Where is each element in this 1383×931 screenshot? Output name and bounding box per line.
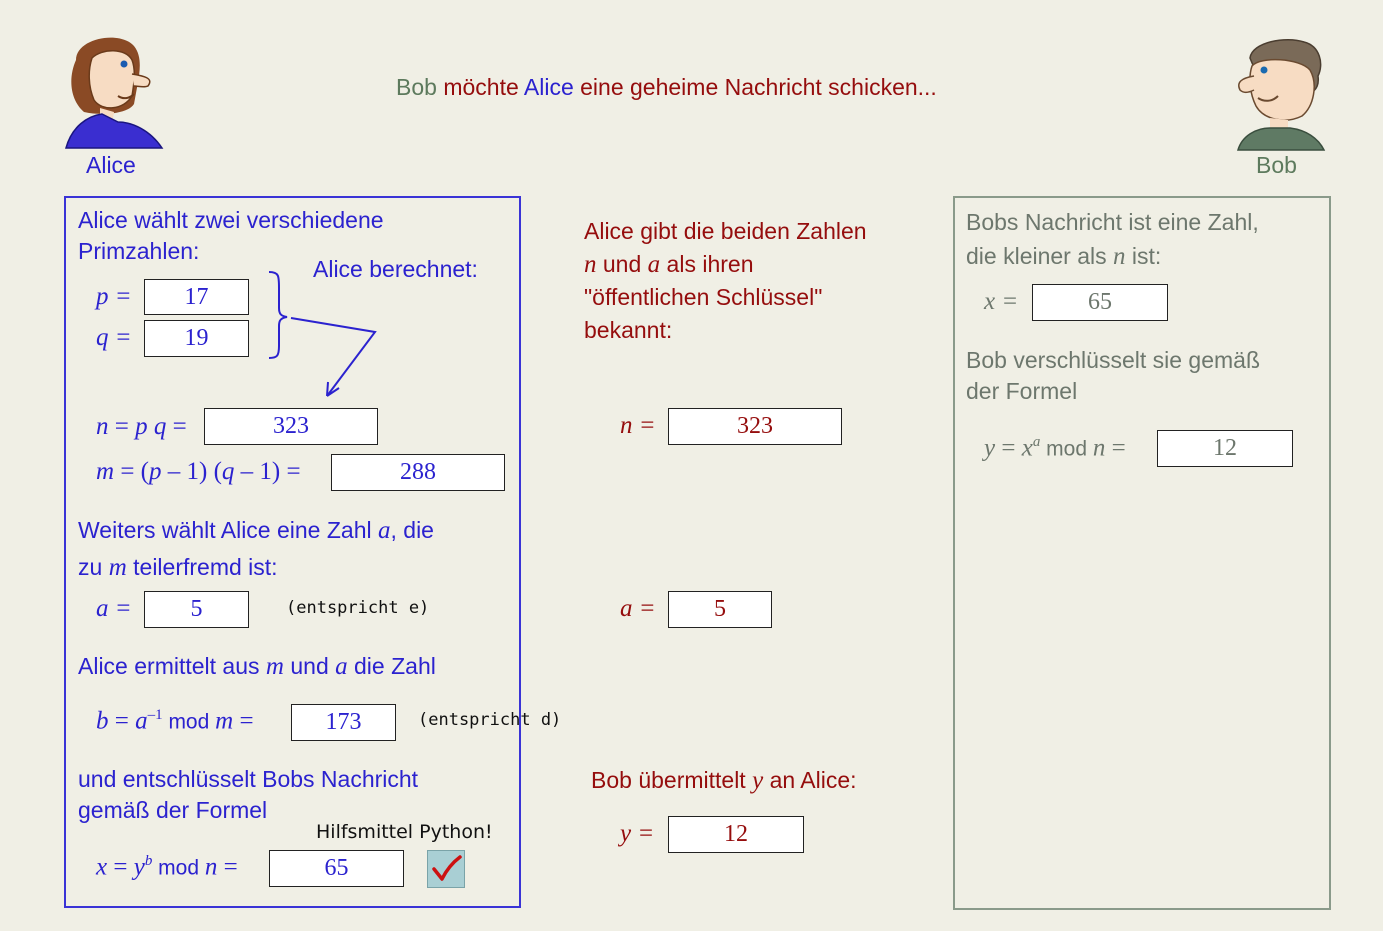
bob-x-label: x = (984, 288, 1019, 315)
q-value-field[interactable]: 19 (144, 320, 249, 357)
alice-label: Alice (86, 152, 136, 178)
publish-text: Alice gibt die beiden Zahlen n und a als ihren "öffentlichen Schlüssel" bekannt: (584, 218, 867, 343)
b-value-field[interactable]: 173 (291, 704, 396, 741)
n-formula: n = p q = (96, 413, 187, 440)
b-formula: $b = a^{-1}$ mod m = (96, 707, 254, 735)
n-value-field[interactable]: 323 (204, 408, 378, 445)
bob-encrypt-formula: $y = x^a$ mod n = (984, 434, 1126, 462)
choose-a-text: Weiters wählt Alice eine Zahl a, die zu m teilerfremd ist: (78, 517, 434, 581)
x-decrypted-field[interactable]: 65 (269, 850, 404, 887)
p-label: p = (96, 283, 132, 310)
header-word-alice: Alice (523, 74, 574, 100)
header-sentence (396, 72, 937, 103)
bob-x-field[interactable]: 65 (1032, 284, 1168, 321)
bob-avatar-icon (1230, 36, 1330, 152)
a-value-field[interactable]: 5 (144, 591, 249, 628)
header-rest: eine geheime Nachricht schicken... (580, 74, 937, 100)
x-decrypt-formula: $x = y^b$ mod n = (96, 853, 238, 881)
a-note: (entspricht e) (286, 598, 430, 618)
alice-avatar-icon (62, 30, 166, 150)
brace-arrow-icon (255, 268, 385, 402)
bob-encrypt-text: Bob verschlüsselt sie gemäß der Formel (966, 347, 1261, 404)
bob-label: Bob (1256, 152, 1297, 178)
public-a-label: a = (620, 595, 656, 622)
header-word-moechte: möchte (443, 74, 519, 100)
decrypt-text: und entschlüsselt Bobs Nachricht gemäß der Formel (78, 766, 419, 823)
public-n-label: n = (620, 412, 656, 439)
q-label: q = (96, 324, 132, 351)
transmit-y-field[interactable]: 12 (668, 816, 804, 853)
a-label: a = (96, 595, 132, 622)
derive-b-text: Alice ermittelt aus m und a die Zahl (78, 653, 436, 680)
check-button[interactable] (427, 850, 465, 888)
transmit-y-label: y = (620, 820, 655, 847)
checkmark-icon (428, 851, 464, 887)
alice-computes-label: Alice berechnet: (313, 256, 478, 282)
public-n-field[interactable]: 323 (668, 408, 842, 445)
m-value-field[interactable]: 288 (331, 454, 505, 491)
bob-y-field[interactable]: 12 (1157, 430, 1293, 467)
m-formula: m = (p – 1) (q – 1) = (96, 458, 301, 485)
bob-message-text: Bobs Nachricht ist eine Zahl, die kleiner als n ist: (966, 209, 1259, 270)
alice-intro: Alice wählt zwei verschiedene Primzahlen: (78, 207, 384, 264)
transmit-text: Bob übermittelt y an Alice: (591, 767, 857, 794)
p-value-field[interactable]: 17 (144, 279, 249, 315)
public-a-field[interactable]: 5 (668, 591, 772, 628)
header-word-bob: Bob (396, 74, 437, 100)
b-note: (entspricht d) (418, 710, 562, 730)
python-note: Hilfsmittel Python! (316, 821, 493, 843)
